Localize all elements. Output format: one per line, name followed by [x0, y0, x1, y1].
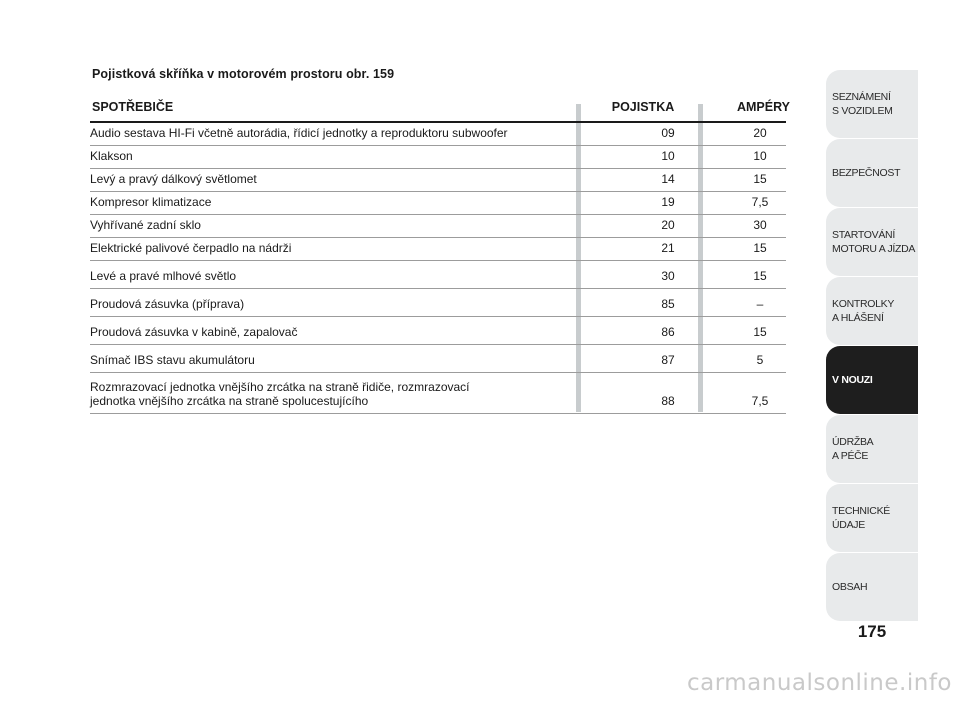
amps-cell: 15	[753, 325, 767, 339]
fuse-cell: 10	[661, 149, 675, 163]
amps-cell: 15	[753, 241, 767, 255]
tab-kontrolky-a-hlaseni[interactable]	[826, 277, 918, 345]
amps-cell: –	[756, 297, 764, 311]
table-row	[90, 169, 786, 192]
consumer-cell: Klakson	[90, 149, 133, 163]
tab-udrzba-a-pece[interactable]	[826, 415, 918, 483]
table-row	[90, 192, 786, 215]
table-row	[90, 373, 786, 414]
consumer-cell: Proudová zásuvka (příprava)	[90, 297, 245, 311]
amps-cell: 20	[753, 126, 767, 140]
consumer-cell: Elektrické palivové čerpadlo na nádrži	[90, 241, 292, 255]
column-header-consumers: SPOTŘEBIČE	[92, 100, 174, 114]
fuse-cell: 19	[661, 195, 675, 209]
table-row	[90, 317, 786, 345]
amps-cell: 15	[753, 172, 767, 186]
fuse-cell: 87	[661, 353, 675, 367]
consumer-cell: Kompresor klimatizace	[90, 195, 212, 209]
fuse-cell: 21	[661, 241, 675, 255]
page-number: 175	[857, 622, 887, 641]
tab-bezpecnost[interactable]	[826, 139, 918, 207]
fuse-cell: 09	[661, 126, 675, 140]
fuse-cell: 14	[661, 172, 675, 186]
table-row	[90, 345, 786, 373]
tab-obsah[interactable]	[826, 553, 918, 621]
consumer-cell: Proudová zásuvka v kabině, zapalovač	[90, 325, 298, 339]
tab-label: KONTROLKY A HLÁŠENÍ	[832, 298, 895, 324]
table-row	[90, 123, 786, 146]
consumer-cell: Rozmrazovací jednotka vnějšího zrcátka na straně řidiče, rozmrazovací jednotka vnějšího zrcátka na straně spolucestujícího	[90, 380, 470, 408]
watermark: carmanualsonline.info	[686, 670, 952, 696]
amps-cell: 7,5	[751, 394, 769, 408]
consumer-cell: Levé a pravé mlhové světlo	[90, 269, 237, 283]
tab-startovani-motoru-a-jizda[interactable]	[826, 208, 918, 276]
table-header	[90, 95, 790, 123]
table-row	[90, 238, 786, 261]
tab-label: ÚDRŽBA A PÉČE	[832, 436, 874, 462]
tab-label: OBSAH	[832, 581, 868, 593]
tab-label: V NOUZI	[832, 374, 873, 386]
consumer-cell: Levý a pravý dálkový světlomet	[90, 172, 257, 186]
column-header-fuse: POJISTKA	[611, 100, 675, 114]
table-row	[90, 215, 786, 238]
table-row	[90, 146, 786, 169]
fuse-cell: 20	[661, 218, 675, 232]
fuse-cell: 85	[661, 297, 675, 311]
consumer-cell: Snímač IBS stavu akumulátoru	[90, 353, 255, 367]
tab-label: STARTOVÁNÍ MOTORU A JÍZDA	[832, 229, 916, 255]
chapter-tabs	[826, 70, 918, 622]
tab-technicke-udaje[interactable]	[826, 484, 918, 552]
section-heading: Pojistková skříňka v motorovém prostoru obr. 159	[92, 67, 395, 81]
consumer-cell: Audio sestava HI-Fi včetně autorádia, řídicí jednotky a reproduktoru subwoofer	[90, 126, 508, 140]
consumer-cell: Vyhřívané zadní sklo	[90, 218, 201, 232]
amps-cell: 30	[753, 218, 767, 232]
tab-label: TECHNICKÉ ÚDAJE	[832, 505, 890, 531]
tab-label: BEZPEČNOST	[832, 167, 901, 179]
tab-label: SEZNÁMENÍ S VOZIDLEM	[832, 91, 893, 117]
amps-cell: 10	[753, 149, 767, 163]
fuse-cell: 88	[661, 394, 675, 408]
table-row	[90, 289, 786, 317]
tab-v-nouzi[interactable]	[826, 346, 918, 414]
fuse-cell: 86	[661, 325, 675, 339]
fuse-table	[90, 95, 790, 414]
fuse-cell: 30	[661, 269, 675, 283]
tab-seznameni-s-vozidlem[interactable]	[826, 70, 918, 138]
amps-cell: 15	[753, 269, 767, 283]
amps-cell: 5	[756, 353, 764, 367]
table-row	[90, 261, 786, 289]
amps-cell: 7,5	[751, 195, 769, 209]
column-header-amps: AMPÉRY	[736, 100, 790, 114]
